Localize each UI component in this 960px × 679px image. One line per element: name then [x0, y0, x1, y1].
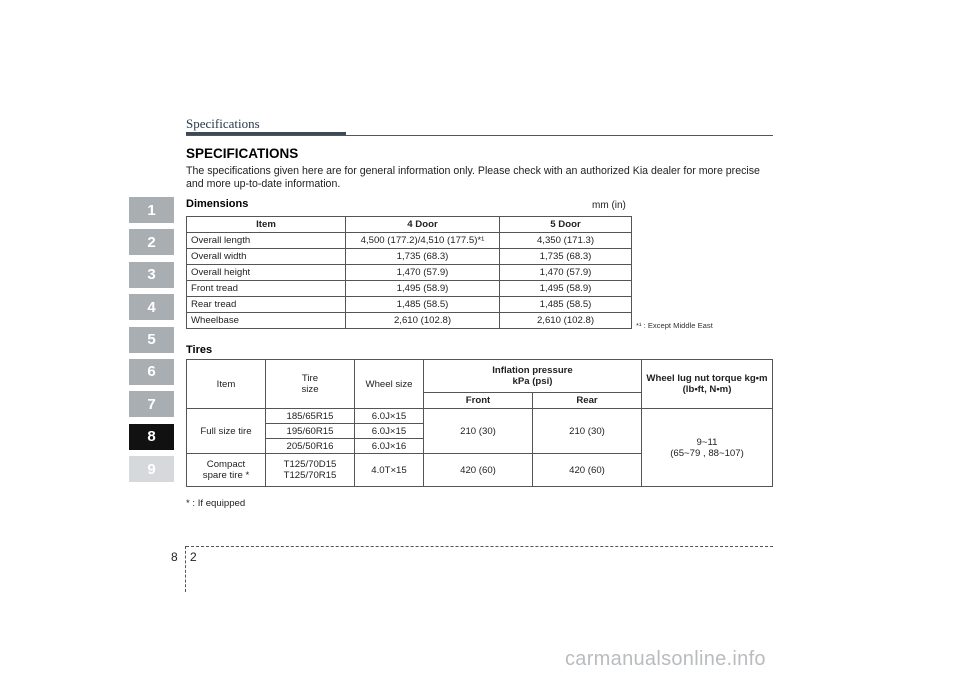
- column-header-rear: Rear: [533, 393, 642, 409]
- table-row: [187, 297, 632, 313]
- compact-wheel: 4.0T×15: [355, 454, 424, 487]
- table-cell: 1,485 (58.5): [346, 297, 500, 313]
- running-header: Specifications: [186, 116, 260, 131]
- chapter-tab-3[interactable]: 3: [129, 262, 174, 288]
- table-cell: 4,350 (171.3): [500, 233, 632, 249]
- footer-divider: [185, 546, 186, 592]
- table-cell: 2,610 (102.8): [346, 313, 500, 329]
- watermark: carmanualsonline.info: [565, 648, 766, 670]
- header-rule: [186, 135, 773, 136]
- table-row: [187, 313, 632, 329]
- table-cell: Front tread: [187, 281, 346, 297]
- table-header-row: [187, 360, 773, 393]
- chapter-tab-2[interactable]: 2: [129, 229, 174, 255]
- table-row: [187, 409, 773, 424]
- column-header-label: kPa (psi): [512, 376, 553, 387]
- column-header-label: Inflation pressure: [492, 365, 573, 376]
- dimensions-footnote: *¹ : Except Middle East: [636, 321, 713, 330]
- table-cell: Overall height: [187, 265, 346, 281]
- footer-section-number: 8: [171, 550, 178, 564]
- table-cell: 1,735 (68.3): [346, 249, 500, 265]
- intro-paragraph: The specifications given here are for general information only. Please check with an authorized Kia dealer for more precise and more up-to-date information.: [186, 165, 760, 190]
- table-row: [187, 233, 632, 249]
- table-cell: 1,495 (58.9): [346, 281, 500, 297]
- compact-tire-line: T125/70D15: [283, 459, 337, 470]
- table-row: [187, 265, 632, 281]
- tires-heading: Tires: [186, 344, 213, 356]
- table-cell: 1,495 (58.9): [500, 281, 632, 297]
- column-header-inflation: [424, 360, 642, 393]
- chapter-tabs: [129, 197, 174, 489]
- table-cell: Overall width: [187, 249, 346, 265]
- compact-item-line: spare tire *: [202, 470, 250, 481]
- table-row: [187, 249, 632, 265]
- table-cell: 6.0J×16: [355, 439, 424, 454]
- column-header-label: Tire: [301, 373, 319, 384]
- chapter-tab-9[interactable]: 9: [129, 456, 174, 482]
- table-cell: 185/65R15: [266, 409, 355, 424]
- full-size-rear: 210 (30): [533, 409, 642, 454]
- column-header-label: Wheel size: [365, 378, 413, 390]
- column-header-label: Wheel lug nut torque kg•m: [646, 373, 768, 384]
- chapter-tab-1[interactable]: 1: [129, 197, 174, 223]
- compact-rear: 420 (60): [533, 454, 642, 487]
- table-cell: 2,610 (102.8): [500, 313, 632, 329]
- table-cell: 1,735 (68.3): [500, 249, 632, 265]
- compact-tire-line: T125/70R15: [283, 470, 337, 481]
- full-size-item: Full size tire: [187, 409, 266, 454]
- torque-value-line: 9~11: [696, 436, 718, 448]
- compact-front: 420 (60): [424, 454, 533, 487]
- footer-rule: [186, 546, 773, 547]
- chapter-tab-4[interactable]: 4: [129, 294, 174, 320]
- chapter-tab-7[interactable]: 7: [129, 391, 174, 417]
- column-header: 4 Door: [346, 217, 500, 233]
- full-size-front: 210 (30): [424, 409, 533, 454]
- table-cell: 205/50R16: [266, 439, 355, 454]
- dimensions-unit: mm (in): [592, 200, 626, 211]
- column-header-torque: [642, 360, 773, 409]
- compact-item: [187, 454, 266, 487]
- chapter-tab-6[interactable]: 6: [129, 359, 174, 385]
- dimensions-table: [186, 216, 632, 329]
- chapter-tab-8[interactable]: 8: [129, 424, 174, 450]
- table-cell: Overall length: [187, 233, 346, 249]
- table-cell: Rear tread: [187, 297, 346, 313]
- table-cell: 1,470 (57.9): [500, 265, 632, 281]
- column-header: Item: [187, 217, 346, 233]
- column-header-item: [187, 360, 266, 409]
- table-cell: 4,500 (177.2)/4,510 (177.5)*¹: [346, 233, 500, 249]
- compact-item-line: Compact: [206, 459, 246, 470]
- column-header-tire-size: [266, 360, 355, 409]
- tires-footnote: * : If equipped: [186, 498, 246, 509]
- torque-value: [642, 409, 773, 487]
- chapter-tab-5[interactable]: 5: [129, 327, 174, 353]
- table-cell: 6.0J×15: [355, 424, 424, 439]
- compact-tire-size: [266, 454, 355, 487]
- column-header-front: Front: [424, 393, 533, 409]
- section-title: SPECIFICATIONS: [186, 146, 299, 161]
- table-header-row: [187, 217, 632, 233]
- footer-page-number: 2: [190, 550, 197, 564]
- torque-value-line: (65~79 , 88~107): [670, 447, 744, 459]
- column-header-wheel-size: [355, 360, 424, 409]
- column-header: 5 Door: [500, 217, 632, 233]
- column-header-label: (lb•ft, N•m): [682, 384, 732, 395]
- tires-table: [186, 359, 773, 487]
- table-cell: 1,470 (57.9): [346, 265, 500, 281]
- table-cell: 6.0J×15: [355, 409, 424, 424]
- dimensions-heading: Dimensions: [186, 198, 249, 210]
- table-cell: 1,485 (58.5): [500, 297, 632, 313]
- column-header-label: Item: [216, 378, 236, 390]
- table-row: [187, 281, 632, 297]
- table-cell: 195/60R15: [266, 424, 355, 439]
- table-cell: Wheelbase: [187, 313, 346, 329]
- column-header-label: size: [301, 384, 319, 395]
